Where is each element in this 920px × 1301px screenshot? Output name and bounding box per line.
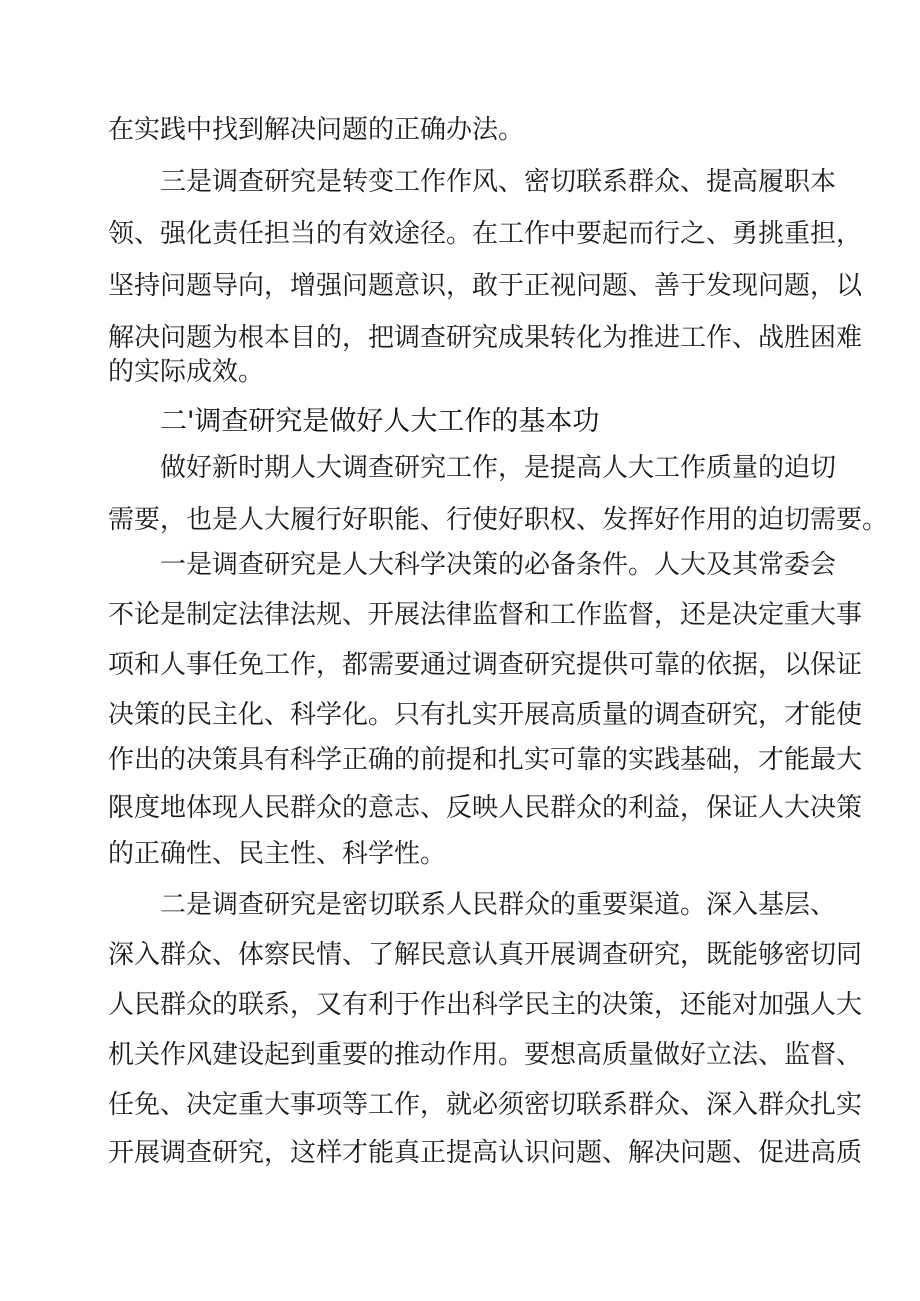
text-line: 一是调查研究是人大科学决策的必备条件。人大及其常委会 xyxy=(160,550,837,580)
text-line: 人民群众的联系，又有利于作出科学民主的决策，还能对加强人大 xyxy=(108,990,863,1020)
text-line: 深入群众、体察民情、了解民意认真开展调查研究，既能够密切同 xyxy=(108,940,863,970)
text-line: 做好新时期人大调查研究工作，是提高人大工作质量的迫切 xyxy=(160,453,837,483)
text-line: 二是调查研究是密切联系人民群众的重要渠道。深入基层、 xyxy=(160,890,837,920)
text-line: 不论是制定法律法规、开展法律监督和工作监督，还是决定重大事 xyxy=(108,600,863,630)
text-line: 作出的决策具有科学正确的前提和扎实可靠的实践基础，才能最大 xyxy=(108,745,863,775)
text-line: 项和人事任免工作，都需要通过调查研究提供可靠的依据，以保证 xyxy=(108,650,863,680)
text-line: 领、强化责任担当的有效途径。在工作中要起而行之、勇挑重担， xyxy=(108,219,863,249)
text-line: 的实际成效。 xyxy=(108,357,265,387)
text-line: 任免、决定重大事项等工作，就必须密切联系群众、深入群众扎实 xyxy=(108,1090,863,1120)
text-line: 在实践中找到解决问题的正确办法。 xyxy=(108,115,525,145)
text-line: 限度地体现人民群众的意志、反映人民群众的利益，保证人大决策 xyxy=(108,793,863,823)
text-line: 坚持问题导向，增强问题意识，敢于正视问题、善于发现问题，以 xyxy=(108,271,863,301)
text-line: 需要，也是人大履行好职能、行使好职权、发挥好作用的迫切需要。 xyxy=(108,505,889,535)
text-line: 解决问题为根本目的，把调查研究成果转化为推进工作、战胜困难 xyxy=(108,323,863,353)
text-line: 的正确性、民主性、科学性。 xyxy=(108,839,447,869)
text-line: 决策的民主化、科学化。只有扎实开展高质量的调查研究，才能使 xyxy=(108,700,863,730)
text-line: 开展调查研究，这样才能真正提高认识问题、解决问题、促进高质 xyxy=(108,1138,863,1168)
text-line: 三是调查研究是转变工作作风、密切联系群众、提高履职本 xyxy=(160,167,837,197)
section-heading: 二'调查研究是做好人大工作的基本功 xyxy=(160,406,600,437)
text-line: 机关作风建设起到重要的推动作用。要想高质量做好立法、监督、 xyxy=(108,1040,863,1070)
